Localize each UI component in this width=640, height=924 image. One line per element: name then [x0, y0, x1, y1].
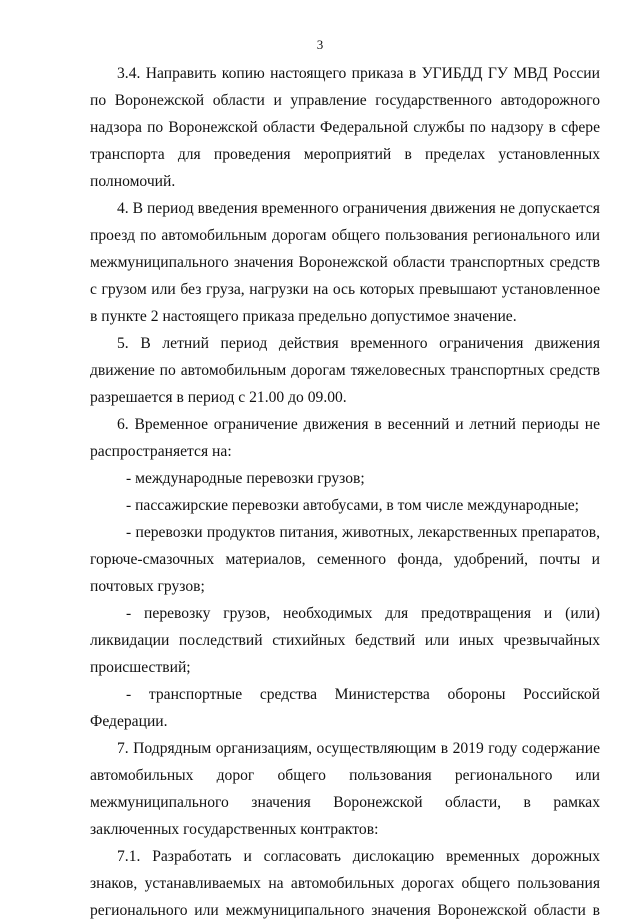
paragraph-6: 6. Временное ограничение движения в весенний и летний периоды не распространяется на: — [90, 416, 600, 460]
list-item-defense-vehicles: - транспортные средства Министерства обороны Российской Федерации. — [90, 686, 600, 730]
page-number: 3 — [316, 37, 324, 52]
list-item-international-cargo: - международные перевозки грузов; — [126, 470, 365, 487]
paragraph-7-1: 7.1. Разработать и согласовать дислокацию временных дорожных знаков, устанавливаемых на автомобильных дорогах общего пользования регионального или межмуниципального значения Воронежской области в — [90, 848, 600, 919]
list-item-passenger-buses: - пассажирские перевозки автобусами, в том числе международные; — [126, 497, 579, 514]
paragraph-7: 7. Подрядным организациям, осуществляющим в 2019 году содержание автомобильных дорог общего пользования регионального или межмуниципального значения Воронежской области, в рамках заключенных государственных контрактов: — [90, 740, 600, 838]
list-item-food-and-goods: - перевозки продуктов питания, животных, лекарственных препаратов, горюче-смазочных материалов, семенного фонда, удобрений, почты и почтовых грузов; — [90, 524, 600, 595]
list-item-emergency-cargo: - перевозку грузов, необходимых для предотвращения и (или) ликвидации последствий стихийных бедствий или иных чрезвычайных происшествий; — [90, 605, 600, 676]
paragraph-5: 5. В летний период действия временного ограничения движения движение по автомобильным дорогам тяжеловесных транспортных средств разрешается в период с 21.00 до 09.00. — [90, 335, 600, 406]
document-body — [90, 60, 600, 924]
paragraph-3-4: 3.4. Направить копию настоящего приказа в УГИБДД ГУ МВД России по Воронежской области и управление государственного автодорожного надзора по Воронежской области Федеральной службы по надзору в сфере транспорта для проведения мероприятий в пределах установленных полномочий. — [90, 65, 600, 190]
paragraph-4: 4. В период введения временного ограничения движения не допускается проезд по автомобильным дорогам общего пользования регионального или межмуниципального значения Воронежской области транспортных средств с грузом или без груза, нагрузки на ось которых превышают установленное в пункте 2 настоящего приказа предельно допустимое значение. — [90, 200, 600, 325]
